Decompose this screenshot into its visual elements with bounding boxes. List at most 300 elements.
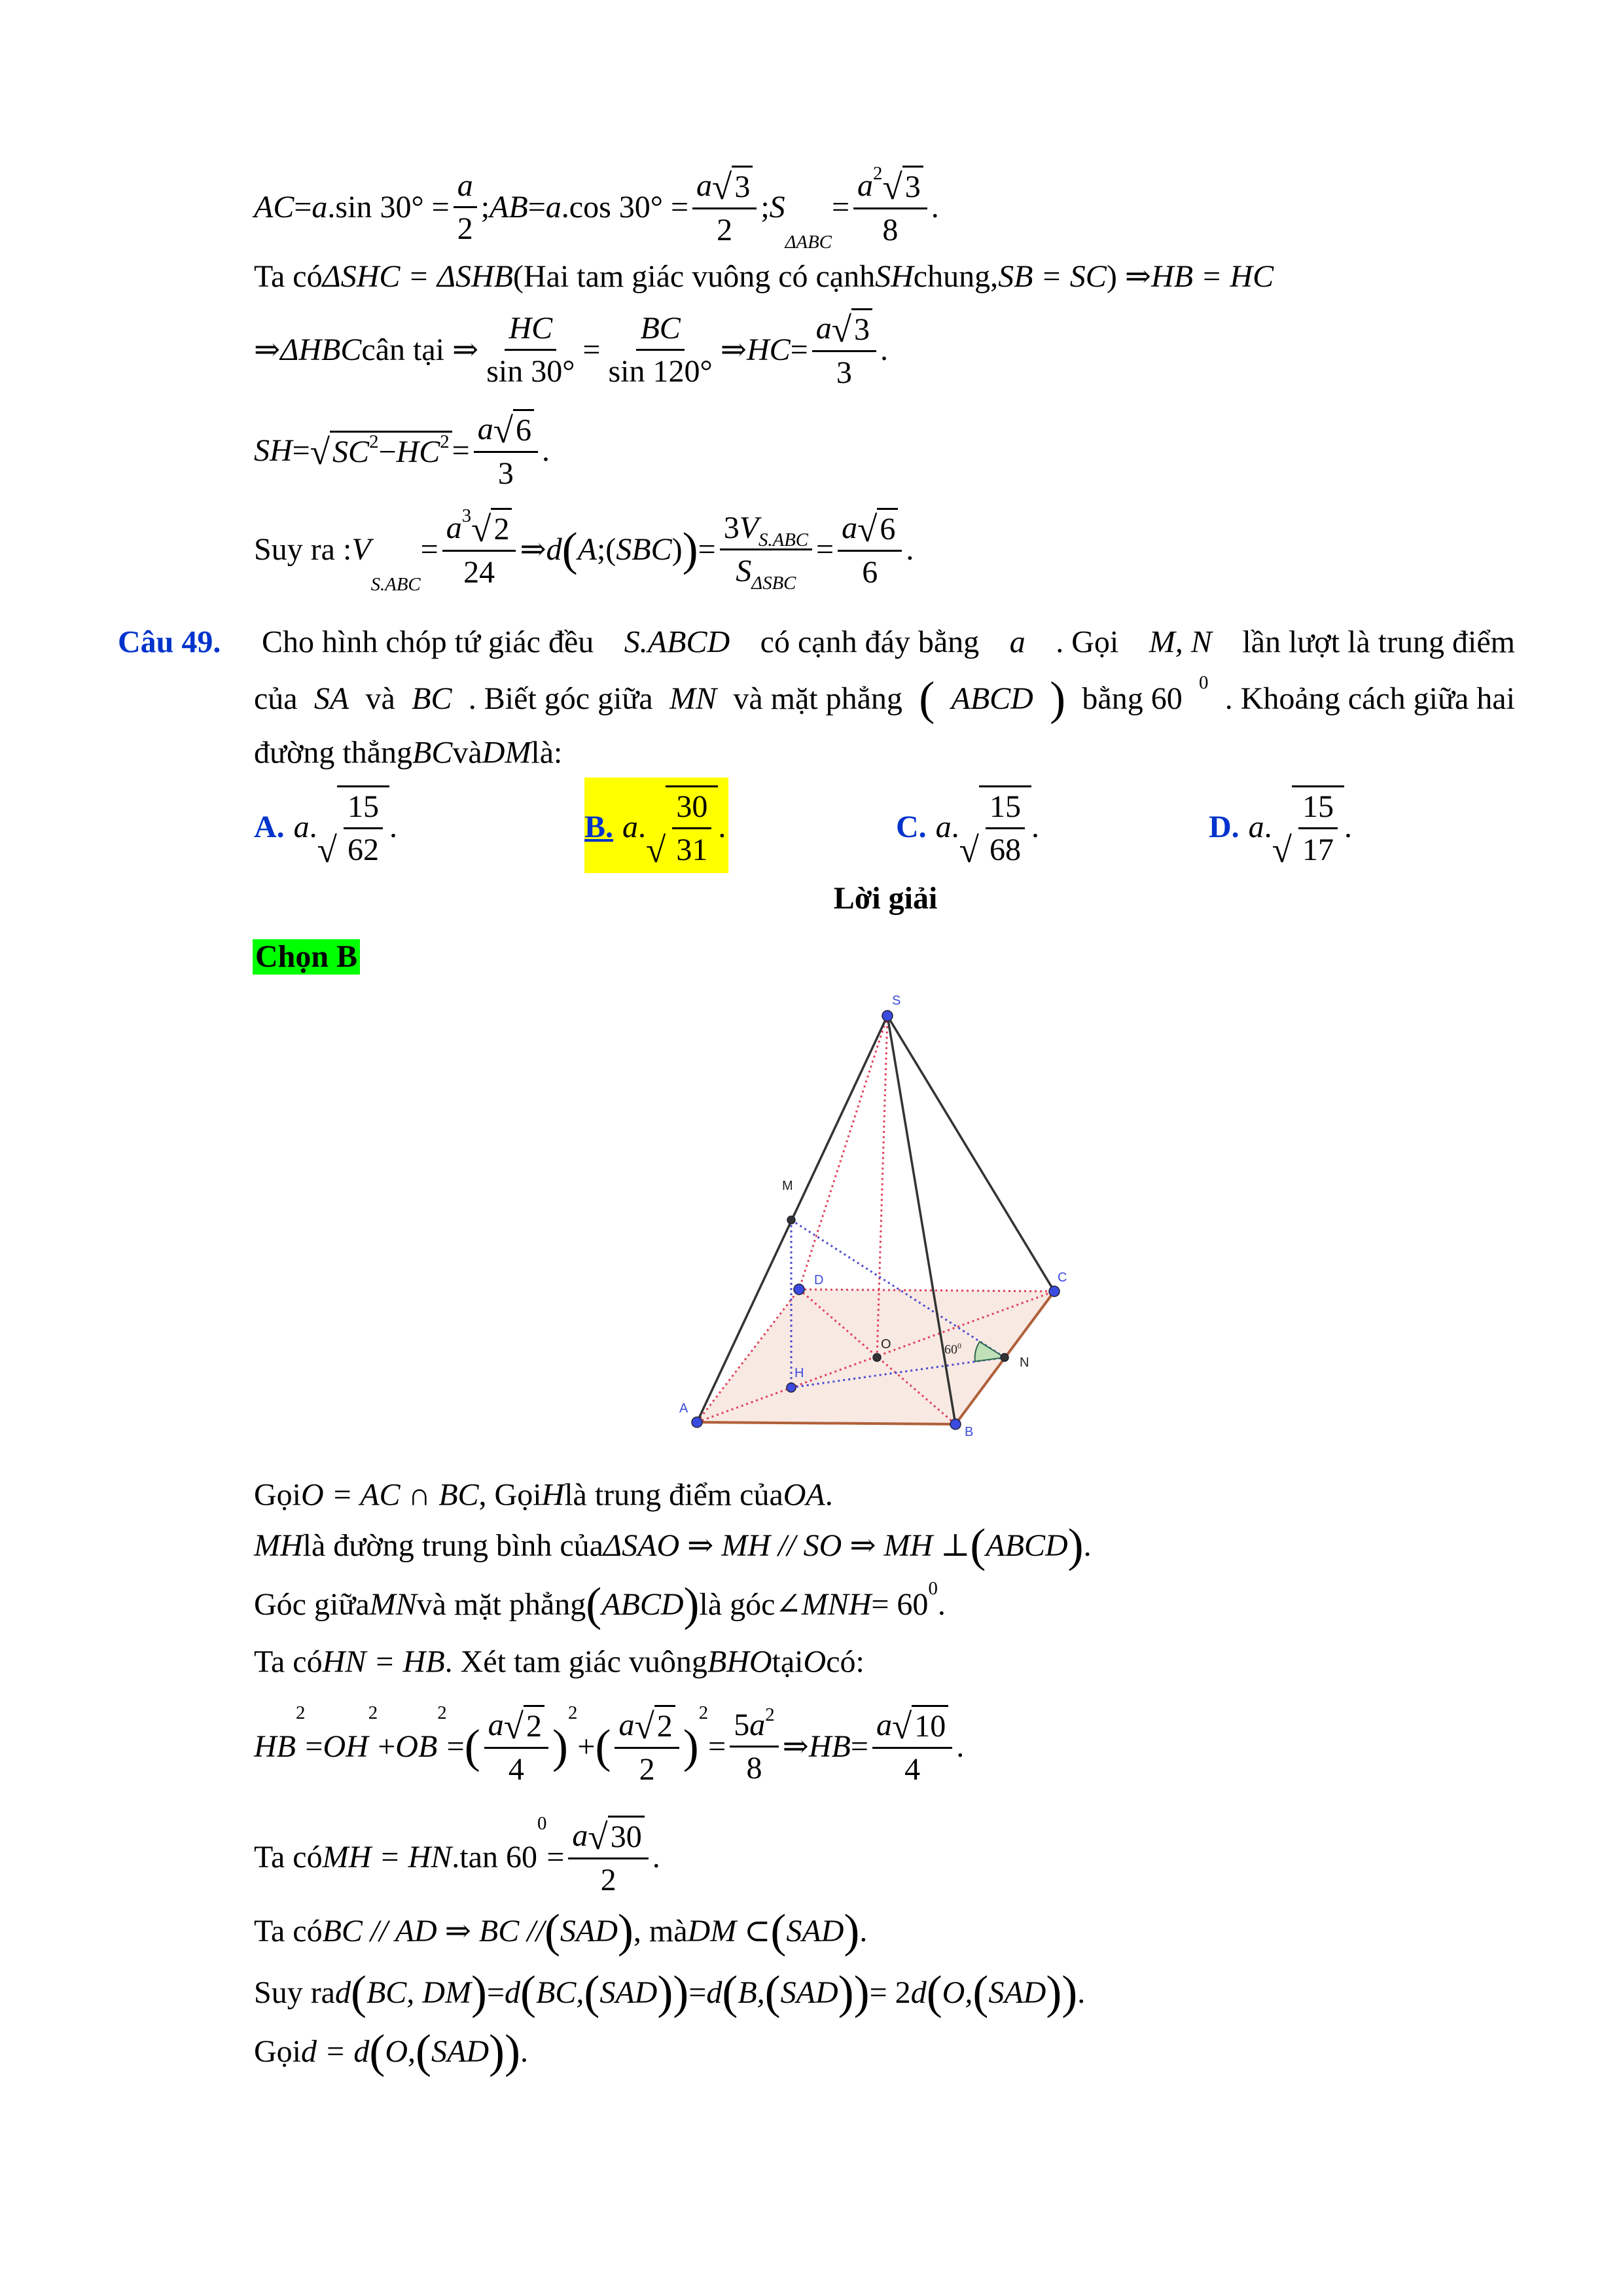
label-o: O bbox=[881, 1337, 891, 1352]
math-text: 15 bbox=[347, 789, 379, 824]
option-d[interactable] bbox=[1209, 785, 1352, 868]
math-symbol: HB bbox=[808, 1729, 851, 1764]
math-text: = bbox=[816, 531, 834, 567]
label-h: H bbox=[794, 1366, 804, 1380]
parenthesis: ( bbox=[722, 1966, 738, 2018]
radicand bbox=[330, 431, 452, 470]
question-number: Câu 49. bbox=[118, 624, 221, 660]
superscript: 2 bbox=[440, 431, 450, 452]
radicand bbox=[654, 1705, 675, 1744]
parenthesis: ) bbox=[683, 1720, 699, 1772]
math-text: . bbox=[951, 809, 959, 844]
math-text: của bbox=[254, 681, 298, 716]
math-symbol: OA bbox=[783, 1477, 825, 1513]
fraction bbox=[474, 409, 538, 492]
solution-heading: Lời giải bbox=[833, 881, 938, 916]
math-symbol: B, bbox=[738, 1975, 765, 2010]
math-text: = bbox=[831, 189, 850, 224]
numerator bbox=[344, 789, 383, 829]
radicand bbox=[608, 1816, 645, 1855]
subscript: S.ABC bbox=[758, 529, 809, 550]
denominator bbox=[732, 550, 800, 594]
square-root bbox=[471, 508, 512, 547]
math-symbol: ∠MNH bbox=[775, 1587, 872, 1622]
fraction bbox=[872, 1705, 952, 1787]
superscript: 0 bbox=[1199, 672, 1209, 693]
math-text: Ta có bbox=[254, 1644, 323, 1679]
math-symbol: SBC bbox=[616, 531, 672, 567]
math-symbol: DM ⊂ bbox=[687, 1914, 771, 1948]
math-text: ) bbox=[671, 531, 683, 567]
math-symbol: MN bbox=[669, 681, 717, 716]
math-symbol: MN bbox=[369, 1587, 417, 1622]
math-text: = bbox=[688, 1975, 707, 2010]
parenthesis: ( bbox=[919, 672, 935, 725]
math-text: . bbox=[956, 1729, 965, 1764]
math-text: = bbox=[452, 433, 470, 468]
math-symbol: a bbox=[446, 510, 462, 545]
math-symbol: d bbox=[546, 531, 562, 567]
math-symbol: a bbox=[477, 411, 493, 446]
math-symbol: HC bbox=[396, 435, 440, 469]
math-text: có: bbox=[826, 1644, 865, 1679]
math-text: . bbox=[1264, 809, 1272, 844]
point-h bbox=[787, 1383, 796, 1392]
point-b bbox=[950, 1419, 961, 1429]
superscript: 2 bbox=[437, 1702, 447, 1723]
math-symbol: ΔSAO ⇒ MH // SO ⇒ MH ⊥ bbox=[603, 1528, 971, 1563]
fraction bbox=[812, 308, 876, 391]
math-text: Gọi bbox=[254, 2034, 301, 2069]
denominator bbox=[597, 1859, 620, 1898]
math-text: , Gọi bbox=[478, 1477, 542, 1513]
radical-sign-icon: √ bbox=[891, 1706, 912, 1746]
math-text: . bbox=[859, 1913, 868, 1948]
math-symbol: SB = SC bbox=[998, 259, 1107, 294]
parenthesis: ) bbox=[853, 1966, 870, 2018]
math-text: Suy ra bbox=[254, 1975, 335, 2010]
option-d-label: D. bbox=[1209, 809, 1240, 844]
math-symbol: OB bbox=[395, 1729, 438, 1764]
math-symbol: OH bbox=[323, 1729, 368, 1764]
numerator bbox=[812, 308, 876, 352]
math-symbol: V bbox=[739, 510, 759, 545]
subscript: ΔABC bbox=[785, 232, 832, 253]
math-symbol: S bbox=[736, 553, 752, 588]
math-text: . bbox=[880, 332, 888, 367]
parenthesis: ) bbox=[1067, 1519, 1084, 1571]
math-symbol: SAD bbox=[560, 1913, 618, 1948]
math-symbol: ΔSHC = ΔSHB bbox=[322, 259, 513, 294]
math-text: là đường trung bình của bbox=[302, 1528, 603, 1563]
math-text: đường thẳng bbox=[254, 735, 413, 770]
square-root bbox=[588, 1816, 644, 1855]
formula-ac-ab-area bbox=[254, 163, 939, 253]
parenthesis: ) bbox=[838, 1966, 854, 2018]
square-root bbox=[712, 166, 753, 205]
math-symbol: d bbox=[334, 1975, 351, 2010]
math-symbol: HB = HC bbox=[1151, 259, 1274, 294]
math-text: ⇒ bbox=[782, 1729, 809, 1764]
point-d bbox=[794, 1284, 804, 1295]
option-c[interactable] bbox=[896, 785, 1039, 868]
numerator bbox=[692, 166, 757, 209]
parenthesis: ) bbox=[471, 1966, 487, 2018]
parenthesis: ( bbox=[416, 2025, 432, 2077]
math-text: = bbox=[708, 1729, 726, 1764]
point-s bbox=[882, 1011, 893, 1021]
math-text: có cạnh đáy bằng bbox=[760, 624, 980, 660]
edge-sd bbox=[799, 1016, 887, 1289]
math-text: 6 bbox=[516, 413, 532, 448]
math-text: ⇒ bbox=[720, 332, 747, 367]
parenthesis: ( bbox=[520, 1966, 536, 2018]
math-text: Gọi bbox=[254, 1477, 301, 1513]
math-text: − bbox=[378, 435, 397, 469]
math-text: = bbox=[546, 1839, 565, 1874]
numerator bbox=[838, 508, 902, 552]
math-text: 3 bbox=[497, 456, 514, 491]
numerator bbox=[672, 789, 711, 829]
math-text: + bbox=[378, 1729, 396, 1764]
math-text: ; bbox=[760, 189, 770, 224]
math-text: 2 bbox=[656, 1709, 673, 1744]
numerator bbox=[730, 1704, 778, 1748]
math-symbol: BC, bbox=[536, 1975, 584, 2010]
math-text: 15 bbox=[989, 789, 1021, 824]
numerator bbox=[474, 409, 538, 453]
math-text: 62 bbox=[347, 833, 379, 867]
square-root bbox=[1272, 785, 1344, 868]
math-symbol: BC, DM bbox=[366, 1975, 471, 2010]
superscript: 2 bbox=[368, 1702, 378, 1723]
denominator bbox=[986, 829, 1025, 868]
math-text: . Gọi bbox=[1056, 624, 1119, 660]
point-n bbox=[1001, 1354, 1008, 1361]
denominator bbox=[742, 1748, 766, 1786]
math-symbol: MH = HN bbox=[322, 1839, 452, 1874]
math-symbol: ABCD bbox=[601, 1587, 684, 1622]
parenthesis: ) bbox=[489, 2025, 505, 2077]
math-symbol: BC // AD ⇒ BC // bbox=[322, 1914, 544, 1948]
subscript: ΔSBC bbox=[751, 572, 796, 594]
math-text: 68 bbox=[989, 833, 1021, 867]
math-text: tại bbox=[772, 1644, 804, 1679]
solution-line-mh bbox=[254, 1813, 660, 1898]
radicand bbox=[1292, 785, 1344, 868]
option-a[interactable] bbox=[254, 785, 397, 868]
radicand bbox=[666, 785, 718, 868]
math-text: 8 bbox=[746, 1750, 762, 1785]
math-symbol: SAD bbox=[988, 1975, 1046, 2010]
math-symbol: ABCD bbox=[951, 681, 1033, 716]
option-b[interactable] bbox=[584, 785, 726, 868]
math-symbol: S bbox=[769, 189, 785, 224]
math-text: . bbox=[389, 809, 397, 844]
math-text: . bbox=[937, 1587, 946, 1622]
math-text: 15 bbox=[1302, 789, 1334, 824]
parenthesis: ( bbox=[464, 1720, 480, 1772]
math-symbol: SAD bbox=[431, 2034, 490, 2069]
point-c bbox=[1049, 1286, 1060, 1297]
math-symbol: a bbox=[696, 168, 713, 203]
math-text: . bbox=[652, 1839, 660, 1874]
parenthesis: ( bbox=[584, 1966, 600, 2018]
math-text: ⇒ bbox=[254, 332, 281, 367]
fraction bbox=[344, 789, 383, 868]
fraction bbox=[853, 163, 927, 248]
radical-sign-icon: √ bbox=[317, 829, 337, 870]
math-symbol: ABCD bbox=[986, 1528, 1068, 1563]
parenthesis: ( bbox=[562, 523, 578, 575]
math-text: = 2 bbox=[869, 1975, 911, 2010]
math-text: 2 bbox=[600, 1863, 616, 1897]
math-text: và bbox=[365, 681, 395, 716]
math-text: = bbox=[790, 332, 808, 367]
option-a-label: A. bbox=[254, 809, 285, 844]
label-c: C bbox=[1058, 1270, 1067, 1285]
radicand bbox=[524, 1705, 544, 1744]
superscript: 2 bbox=[765, 1704, 775, 1725]
square-root bbox=[634, 1705, 675, 1744]
math-text: ;( bbox=[596, 531, 616, 567]
denominator bbox=[505, 1749, 528, 1787]
radical-sign-icon: √ bbox=[634, 1706, 654, 1746]
numerator bbox=[853, 163, 927, 209]
math-symbol: a bbox=[857, 168, 874, 203]
denominator bbox=[494, 453, 518, 492]
math-symbol: V bbox=[351, 531, 371, 567]
math-symbol: a bbox=[312, 189, 328, 224]
math-text: là: bbox=[531, 735, 563, 770]
math-symbol: AC bbox=[254, 189, 294, 224]
math-text: là trung điểm của bbox=[564, 1477, 783, 1513]
math-symbol: a bbox=[293, 809, 310, 844]
math-symbol: a bbox=[572, 1818, 588, 1853]
math-text: và mặt phẳng bbox=[416, 1587, 586, 1622]
math-text: 4 bbox=[508, 1752, 524, 1787]
numerator bbox=[442, 505, 516, 552]
math-text: 6 bbox=[880, 512, 896, 547]
superscript: 3 bbox=[461, 505, 472, 526]
numerator bbox=[484, 1705, 548, 1749]
denominator bbox=[832, 352, 856, 391]
fraction bbox=[482, 310, 579, 389]
math-text: 10 bbox=[914, 1709, 946, 1744]
solution-line-angle bbox=[254, 1578, 946, 1630]
fraction bbox=[615, 1705, 679, 1787]
solution-line-midline bbox=[254, 1519, 1092, 1571]
math-symbol: O, bbox=[385, 2034, 416, 2069]
radicand bbox=[513, 409, 534, 448]
denominator bbox=[635, 1749, 659, 1787]
math-text: = bbox=[446, 1729, 465, 1764]
fraction bbox=[838, 508, 902, 590]
radical-sign-icon: √ bbox=[831, 309, 851, 350]
square-root bbox=[493, 409, 534, 448]
option-c-value bbox=[936, 785, 1039, 868]
radical-sign-icon: √ bbox=[646, 829, 666, 870]
math-text: 2 bbox=[493, 512, 510, 547]
fraction bbox=[986, 789, 1025, 868]
math-text: . bbox=[906, 531, 914, 567]
math-symbol: SA bbox=[313, 681, 349, 716]
math-symbol: d = d bbox=[301, 2034, 370, 2069]
math-symbol: M, N bbox=[1149, 624, 1212, 660]
numerator bbox=[872, 1705, 952, 1749]
math-text: Suy ra : bbox=[254, 531, 352, 567]
math-text: . bbox=[931, 189, 939, 224]
parenthesis: ( bbox=[972, 1966, 989, 2018]
parenthesis: ( bbox=[970, 1519, 986, 1571]
math-text: = bbox=[420, 531, 438, 567]
math-text: 2 bbox=[526, 1709, 543, 1744]
radical-sign-icon: √ bbox=[959, 829, 979, 870]
denominator bbox=[858, 552, 882, 590]
radical-sign-icon: √ bbox=[503, 1706, 524, 1746]
parenthesis: ) bbox=[682, 523, 698, 575]
numerator bbox=[1298, 789, 1338, 829]
numerator bbox=[636, 310, 684, 351]
math-symbol: ΔHBC bbox=[280, 332, 362, 367]
math-text: là góc bbox=[699, 1587, 776, 1622]
math-symbol: HC bbox=[508, 310, 553, 346]
superscript: 2 bbox=[568, 1702, 578, 1723]
math-text: 3 bbox=[723, 510, 740, 545]
math-symbol: HB bbox=[254, 1729, 296, 1764]
denominator bbox=[901, 1749, 924, 1787]
math-text: . bbox=[825, 1477, 833, 1513]
math-text: + bbox=[577, 1729, 596, 1764]
math-text: 24 bbox=[463, 555, 495, 590]
square-root bbox=[832, 308, 872, 348]
math-symbol: d bbox=[910, 1975, 927, 2010]
numerator bbox=[454, 168, 477, 208]
option-d-value bbox=[1249, 785, 1352, 868]
parenthesis: ( bbox=[926, 1966, 942, 2018]
math-text: Góc giữa bbox=[254, 1587, 370, 1622]
math-symbol: a bbox=[1009, 624, 1026, 660]
math-text: 3 bbox=[904, 170, 921, 204]
math-text: ; bbox=[480, 189, 490, 224]
math-text: lần lượt là trung điểm bbox=[1242, 624, 1515, 660]
math-text: . bbox=[520, 2034, 528, 2069]
math-text: 6 bbox=[862, 555, 878, 590]
fraction bbox=[605, 310, 717, 389]
denominator bbox=[1298, 829, 1338, 868]
denominator bbox=[605, 351, 717, 389]
math-text: . bbox=[718, 809, 726, 844]
parenthesis: ) bbox=[617, 1905, 633, 1957]
math-text: = bbox=[305, 1729, 323, 1764]
label-n: N bbox=[1020, 1355, 1029, 1370]
parenthesis: ( bbox=[764, 1966, 781, 2018]
math-text: sin 120° bbox=[608, 353, 713, 389]
math-symbol: a bbox=[749, 1707, 766, 1742]
math-text: 31 bbox=[676, 833, 708, 867]
math-text: , mà bbox=[633, 1913, 688, 1948]
solution-line-define-o-h bbox=[254, 1477, 833, 1513]
solution-line-define-d bbox=[254, 2025, 528, 2077]
fraction bbox=[720, 510, 812, 594]
label-d: D bbox=[814, 1273, 824, 1287]
math-symbol: a bbox=[1248, 809, 1264, 844]
math-symbol: H bbox=[541, 1477, 565, 1513]
option-b-label: B. bbox=[584, 809, 614, 844]
math-text: = bbox=[486, 1975, 505, 2010]
label-a: A bbox=[679, 1401, 688, 1416]
fraction bbox=[672, 789, 711, 868]
math-symbol: O bbox=[803, 1644, 827, 1679]
math-text: = bbox=[527, 189, 546, 224]
math-text: . bbox=[1031, 809, 1039, 844]
math-text: và bbox=[452, 735, 482, 770]
math-text: . bbox=[309, 809, 317, 844]
math-text: .sin 30° = bbox=[327, 189, 450, 224]
point-o bbox=[873, 1354, 881, 1361]
radical-sign-icon: √ bbox=[588, 1816, 608, 1857]
numerator bbox=[720, 510, 812, 550]
math-symbol: a bbox=[545, 189, 562, 224]
denominator bbox=[454, 208, 477, 247]
math-symbol: a bbox=[815, 310, 832, 346]
parenthesis: ( bbox=[586, 1578, 602, 1630]
numerator bbox=[505, 310, 556, 351]
square-root bbox=[646, 785, 718, 868]
parenthesis: ) bbox=[552, 1720, 569, 1772]
math-symbol: SAD bbox=[599, 1975, 658, 2010]
math-text: Cho hình chóp tứ giác đều bbox=[262, 624, 594, 660]
math-text: . bbox=[1344, 809, 1352, 844]
math-text: 2 bbox=[457, 211, 473, 246]
superscript: 2 bbox=[873, 163, 883, 184]
parenthesis: ( bbox=[544, 1905, 560, 1957]
solution-line-hn-hb bbox=[254, 1644, 865, 1680]
math-symbol: BC bbox=[412, 735, 453, 770]
math-text: 3 bbox=[734, 170, 751, 204]
math-text: cân tại ⇒ bbox=[361, 332, 479, 367]
math-symbol: O = AC ∩ BC bbox=[301, 1477, 479, 1513]
math-symbol: BHO bbox=[707, 1644, 772, 1679]
label-s: S bbox=[892, 994, 901, 1008]
numerator bbox=[986, 789, 1025, 829]
math-text: = bbox=[582, 332, 601, 367]
radicand bbox=[491, 508, 512, 547]
radical-sign-icon: √ bbox=[471, 509, 491, 549]
math-symbol: AB bbox=[490, 189, 528, 224]
fraction bbox=[568, 1816, 648, 1898]
parenthesis: ( bbox=[595, 1720, 611, 1772]
label-m: M bbox=[782, 1179, 793, 1193]
pyramid-figure bbox=[654, 982, 1113, 1453]
radicand bbox=[912, 1705, 948, 1744]
parenthesis: ) bbox=[673, 1966, 689, 2018]
parenthesis: ) bbox=[505, 2025, 520, 2077]
math-symbol: HN = HB bbox=[322, 1644, 445, 1679]
math-symbol: SC bbox=[332, 435, 370, 469]
math-text: .cos 30° = bbox=[561, 189, 689, 224]
parenthesis: ) bbox=[1061, 1966, 1078, 2018]
math-symbol: a bbox=[618, 1707, 635, 1742]
label-b: B bbox=[965, 1425, 974, 1439]
radical-sign-icon: √ bbox=[310, 431, 330, 472]
sine-rule-line bbox=[254, 308, 888, 391]
math-text: 3 bbox=[836, 355, 852, 390]
math-text: 30 bbox=[610, 1820, 642, 1854]
math-text: chung, bbox=[913, 259, 999, 294]
math-text: . Xét tam giác vuông bbox=[444, 1644, 707, 1679]
square-root bbox=[959, 785, 1031, 868]
